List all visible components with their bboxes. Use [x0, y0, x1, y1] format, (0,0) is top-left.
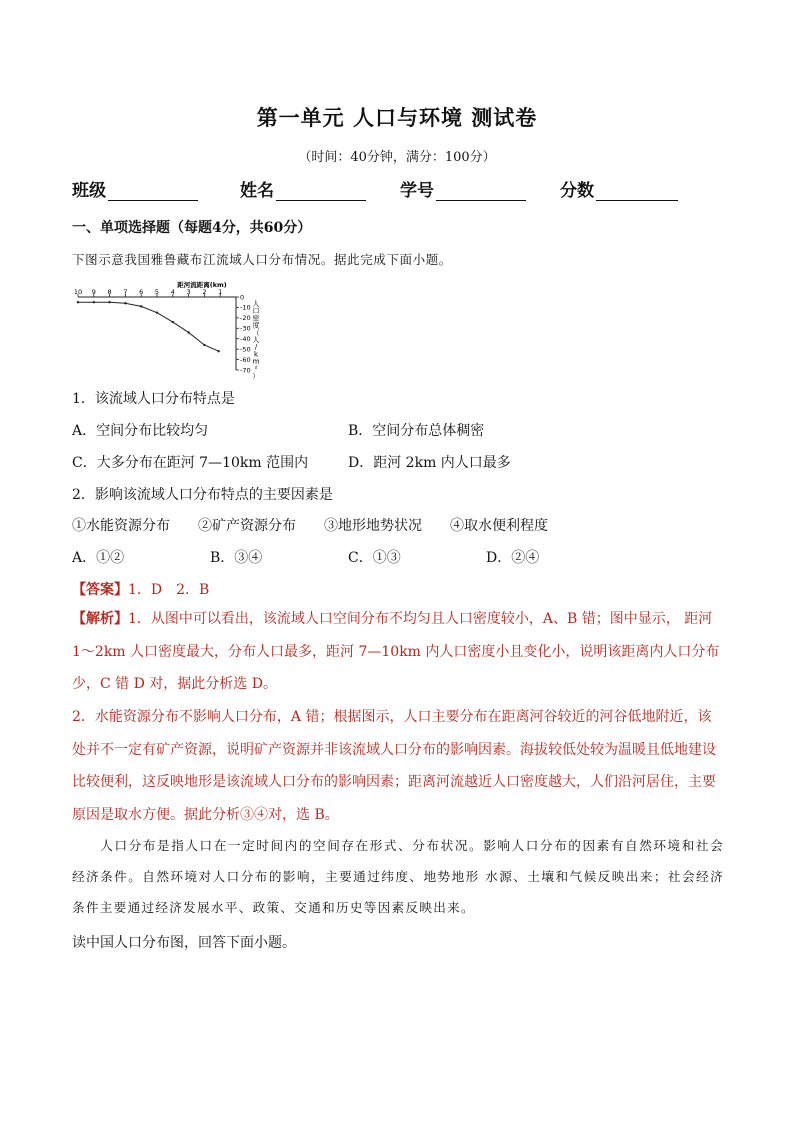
data-point [172, 321, 174, 323]
score-blank[interactable] [596, 182, 678, 201]
analysis-part-2: 2．水能资源分布不影响人口分布，A 错；根据图示，人口主要分布在距离河谷较近的河谷低地附近，该处并不一定有矿产资源，说明矿产资源并非该流域人口分布的影响因素。海拔较低处较为温暖且低地建设比较便利，这反映地形是该流域人口分布的影响因素；距离河流越近人口密度越大，人们沿河居住，主要原因是取水方便。据此分析③④对，选 B。 [72, 709, 716, 823]
q2-option-b[interactable]: B．③④ [210, 550, 263, 566]
score-field[interactable] [560, 176, 678, 201]
data-point [108, 301, 110, 303]
q1-option-d[interactable]: D．距河 2km 内人口最多 [348, 455, 511, 471]
class-label: 班级 [72, 181, 106, 201]
knowledge-text: 人口分布是指人口在一定时间内的空间存在形式、分布状况。影响人口分布的因素有自然环境和社会经济条件。自然环境对人口分布的影响，主要通过纬度、地势地形 水源、土壤和气候反映出来；社会经济条件主要通过经济发展水平、政策、交通和历史等因素反映出来。 [72, 838, 724, 915]
x-tick-label: 9 [91, 288, 96, 296]
q2-option-a[interactable]: A．①② [72, 550, 125, 566]
y-axis-label: 人口密度（人/ k m ² ） [252, 300, 260, 380]
data-point [93, 301, 95, 303]
y-tick-label: -10 [240, 303, 251, 312]
q2-factor-3: ③地形地势状况 [324, 518, 422, 534]
student-info-row [72, 176, 712, 204]
number-blank[interactable] [436, 182, 526, 201]
x-tick-label: 5 [154, 288, 160, 296]
class-field[interactable] [72, 176, 198, 201]
data-point [217, 350, 219, 352]
data-point [77, 301, 79, 303]
y-tick-label: -40 [240, 335, 251, 344]
exam-time-score: （时间：40分钟，满分：100分） [298, 150, 496, 165]
x-tick-label: 4 [170, 288, 175, 296]
data-point [203, 344, 205, 346]
q1-option-c[interactable]: C．大多分布在距河 7—10km 范围内 [72, 455, 309, 471]
x-tick-label: 6 [139, 288, 144, 296]
series-line [78, 302, 219, 351]
knowledge-paragraph [72, 830, 724, 923]
question-2-stem: 2．影响该流域人口分布特点的主要因素是 [72, 487, 333, 503]
page-title: 第一单元 人口与环境 测试卷 [256, 105, 538, 130]
y-tick-label: -70 [240, 366, 251, 375]
q1-option-a[interactable]: A．空间分布比较均匀 [72, 423, 209, 439]
question-intro: 下图示意我国雅鲁藏布江流域人口分布情况。据此完成下面小题。 [72, 252, 452, 267]
class-blank[interactable] [108, 182, 198, 201]
x-tick-label: 8 [107, 288, 112, 296]
name-blank[interactable] [276, 182, 366, 201]
x-tick-label: 1 [218, 288, 223, 296]
data-point [140, 305, 142, 307]
x-tick-label: 2 [202, 288, 207, 296]
q2-factor-1: ①水能资源分布 [72, 518, 170, 534]
y-tick-label: 0 [240, 293, 245, 302]
q1-option-b[interactable]: B．空间分布总体稠密 [348, 423, 485, 439]
student-number-field[interactable] [400, 176, 526, 201]
x-tick-label: 3 [186, 288, 191, 296]
answer-line [72, 579, 209, 599]
analysis-tag: 【解析】 [72, 611, 128, 627]
chart-title: 距河流距离(km) [177, 281, 227, 289]
next-question-intro: 读中国人口分布图，回答下面小题。 [72, 935, 296, 951]
answer-text: 1．D 2．B [128, 582, 210, 598]
y-tick-label: -60 [240, 355, 251, 364]
data-point [156, 311, 158, 313]
population-density-chart [72, 280, 272, 380]
analysis-part-1 [72, 603, 724, 701]
data-point [187, 331, 189, 333]
q2-factor-4: ④取水便利程度 [450, 518, 548, 534]
x-tick-label: 10 [73, 288, 83, 296]
analysis-text-1: 1．从图中可以看出，该流域人口空间分布不均匀且人口密度较小，A、B 错；图中显示， 距河 1～2km 人口密度最大，分布人口最多，距河 7—10km 内人口密度小且变化小，说明该距离内人口分布少，C 错 D 对，据此分析选 D。 [72, 611, 720, 692]
question-1-stem: 1．该流域人口分布特点是 [72, 391, 235, 407]
q2-option-d[interactable]: D．②④ [486, 550, 540, 566]
y-tick-label: -20 [240, 314, 251, 323]
q2-option-c[interactable]: C．①③ [348, 550, 401, 566]
data-point [124, 302, 126, 304]
y-tick-label: -30 [240, 324, 251, 333]
x-tick-label: 7 [123, 288, 128, 296]
y-tick-label: -50 [240, 345, 251, 354]
name-label: 姓名 [240, 181, 274, 201]
answer-tag: 【答案】 [72, 582, 128, 598]
section-heading: 一、单项选择题（每题4分，共60分） [72, 220, 312, 236]
number-label: 学号 [400, 181, 434, 201]
score-label: 分数 [560, 181, 594, 201]
name-field[interactable] [240, 176, 366, 201]
q2-factor-2: ②矿产资源分布 [198, 518, 296, 534]
